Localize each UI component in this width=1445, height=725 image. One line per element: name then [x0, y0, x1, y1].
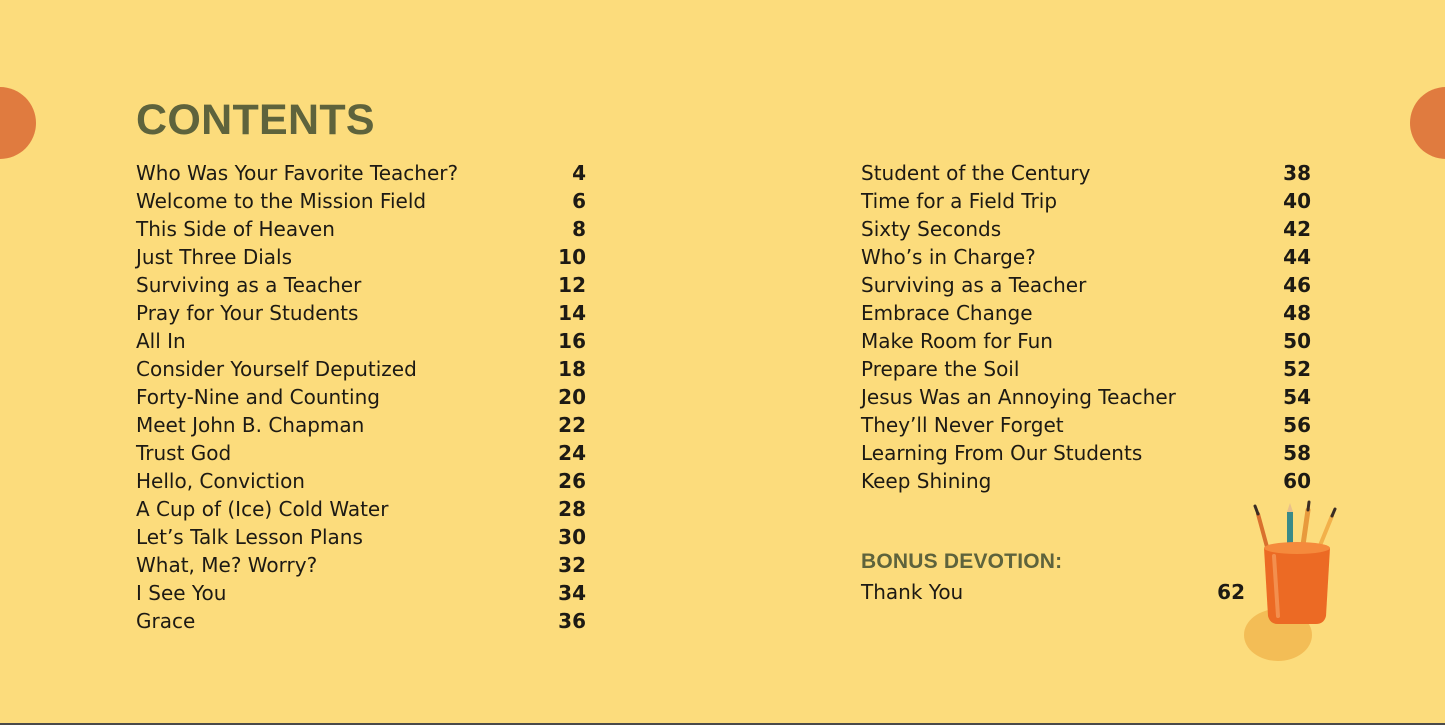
toc-entry-page: 30 [558, 525, 586, 549]
toc-entry-title: What, Me? Worry? [136, 553, 318, 577]
toc-entry-title: Just Three Dials [136, 245, 293, 269]
toc-entry-title: Surviving as a Teacher [136, 273, 362, 297]
toc-entry[interactable] [136, 439, 586, 467]
toc-entry[interactable] [861, 271, 1311, 299]
toc-entry[interactable] [861, 467, 1311, 495]
toc-entry-page: 22 [558, 413, 586, 437]
toc-entry-page: 48 [1283, 301, 1311, 325]
toc-entry-title: A Cup of (Ice) Cold Water [136, 497, 389, 521]
bonus-toc-entry[interactable] [861, 578, 1245, 606]
toc-entry[interactable] [861, 439, 1311, 467]
toc-entry-page: 10 [558, 245, 586, 269]
toc-entry-title: Who Was Your Favorite Teacher? [136, 161, 459, 185]
toc-entry-title: Embrace Change [861, 301, 1033, 325]
toc-entry-page: 52 [1283, 357, 1311, 381]
toc-entry-title: Sixty Seconds [861, 217, 1002, 241]
toc-entry-page: 6 [572, 189, 586, 213]
toc-entry-page: 34 [558, 581, 586, 605]
toc-entry-page: 44 [1283, 245, 1311, 269]
toc-entry-title: Learning From Our Students [861, 441, 1143, 465]
toc-entry-page: 58 [1283, 441, 1311, 465]
toc-entry-title: Let’s Talk Lesson Plans [136, 525, 363, 549]
cup-rim [1264, 542, 1330, 554]
toc-entry-title: All In [136, 329, 186, 353]
toc-entry-title: Keep Shining [861, 469, 992, 493]
toc-entry-page: 62 [1217, 580, 1245, 604]
toc-entry-page: 38 [1283, 161, 1311, 185]
toc-entry-page: 26 [558, 469, 586, 493]
toc-entry-title: Time for a Field Trip [861, 189, 1058, 213]
toc-entry-page: 50 [1283, 329, 1311, 353]
toc-entry-title: Prepare the Soil [861, 357, 1020, 381]
toc-entry-page: 56 [1283, 413, 1311, 437]
contents-right-column [861, 159, 1311, 495]
toc-entry[interactable] [861, 215, 1311, 243]
page-title: CONTENTS [136, 96, 375, 144]
toc-entry[interactable] [136, 355, 586, 383]
toc-entry-title: Hello, Conviction [136, 469, 305, 493]
toc-entry-title: Meet John B. Chapman [136, 413, 365, 437]
toc-entry-page: 20 [558, 385, 586, 409]
contents-left-column [136, 159, 586, 635]
toc-entry-page: 18 [558, 357, 586, 381]
toc-entry-title: Grace [136, 609, 196, 633]
toc-entry[interactable] [136, 243, 586, 271]
toc-entry-page: 54 [1283, 385, 1311, 409]
toc-entry[interactable] [136, 523, 586, 551]
toc-entry[interactable] [136, 467, 586, 495]
toc-entry-title: Surviving as a Teacher [861, 273, 1087, 297]
toc-entry-page: 8 [572, 217, 586, 241]
bonus-devotion-heading: BONUS DEVOTION: [861, 550, 1063, 573]
toc-entry-title: Thank You [861, 580, 964, 604]
toc-entry-title: Who’s in Charge? [861, 245, 1036, 269]
toc-entry-title: Welcome to the Mission Field [136, 189, 427, 213]
toc-entry-title: Jesus Was an Annoying Teacher [861, 385, 1176, 409]
toc-entry-title: Trust God [136, 441, 232, 465]
toc-entry-title: Student of the Century [861, 161, 1091, 185]
toc-entry[interactable] [861, 355, 1311, 383]
toc-entry[interactable] [136, 411, 586, 439]
pencil-cup-icon [1238, 500, 1348, 665]
toc-entry-page: 32 [558, 553, 586, 577]
toc-entry[interactable] [136, 327, 586, 355]
toc-entry-page: 40 [1283, 189, 1311, 213]
toc-entry-title: This Side of Heaven [136, 217, 335, 241]
toc-entry-title: Forty-Nine and Counting [136, 385, 380, 409]
toc-entry[interactable] [861, 243, 1311, 271]
toc-entry-title: Make Room for Fun [861, 329, 1053, 353]
toc-entry[interactable] [136, 607, 586, 635]
toc-entry[interactable] [136, 551, 586, 579]
toc-entry[interactable] [136, 187, 586, 215]
toc-entry[interactable] [861, 299, 1311, 327]
left-page-tab [0, 87, 36, 159]
toc-entry[interactable] [861, 159, 1311, 187]
toc-entry[interactable] [861, 411, 1311, 439]
right-page-tab [1410, 87, 1445, 159]
toc-entry-page: 36 [558, 609, 586, 633]
toc-entry[interactable] [136, 579, 586, 607]
toc-entry-title: I See You [136, 581, 227, 605]
toc-entry-page: 16 [558, 329, 586, 353]
toc-entry[interactable] [136, 383, 586, 411]
toc-entry-title: They’ll Never Forget [861, 413, 1064, 437]
toc-entry[interactable] [861, 187, 1311, 215]
toc-entry[interactable] [136, 495, 586, 523]
toc-entry[interactable] [136, 215, 586, 243]
toc-entry-title: Consider Yourself Deputized [136, 357, 417, 381]
toc-entry-page: 60 [1283, 469, 1311, 493]
toc-entry-title: Pray for Your Students [136, 301, 359, 325]
toc-entry[interactable] [136, 271, 586, 299]
toc-entry-page: 28 [558, 497, 586, 521]
toc-entry-page: 24 [558, 441, 586, 465]
toc-entry[interactable] [136, 159, 586, 187]
toc-entry[interactable] [136, 299, 586, 327]
toc-entry-page: 4 [572, 161, 586, 185]
toc-entry-page: 42 [1283, 217, 1311, 241]
toc-entry-page: 12 [558, 273, 586, 297]
toc-entry-page: 14 [558, 301, 586, 325]
toc-entry[interactable] [861, 327, 1311, 355]
toc-entry[interactable] [861, 383, 1311, 411]
toc-entry-page: 46 [1283, 273, 1311, 297]
